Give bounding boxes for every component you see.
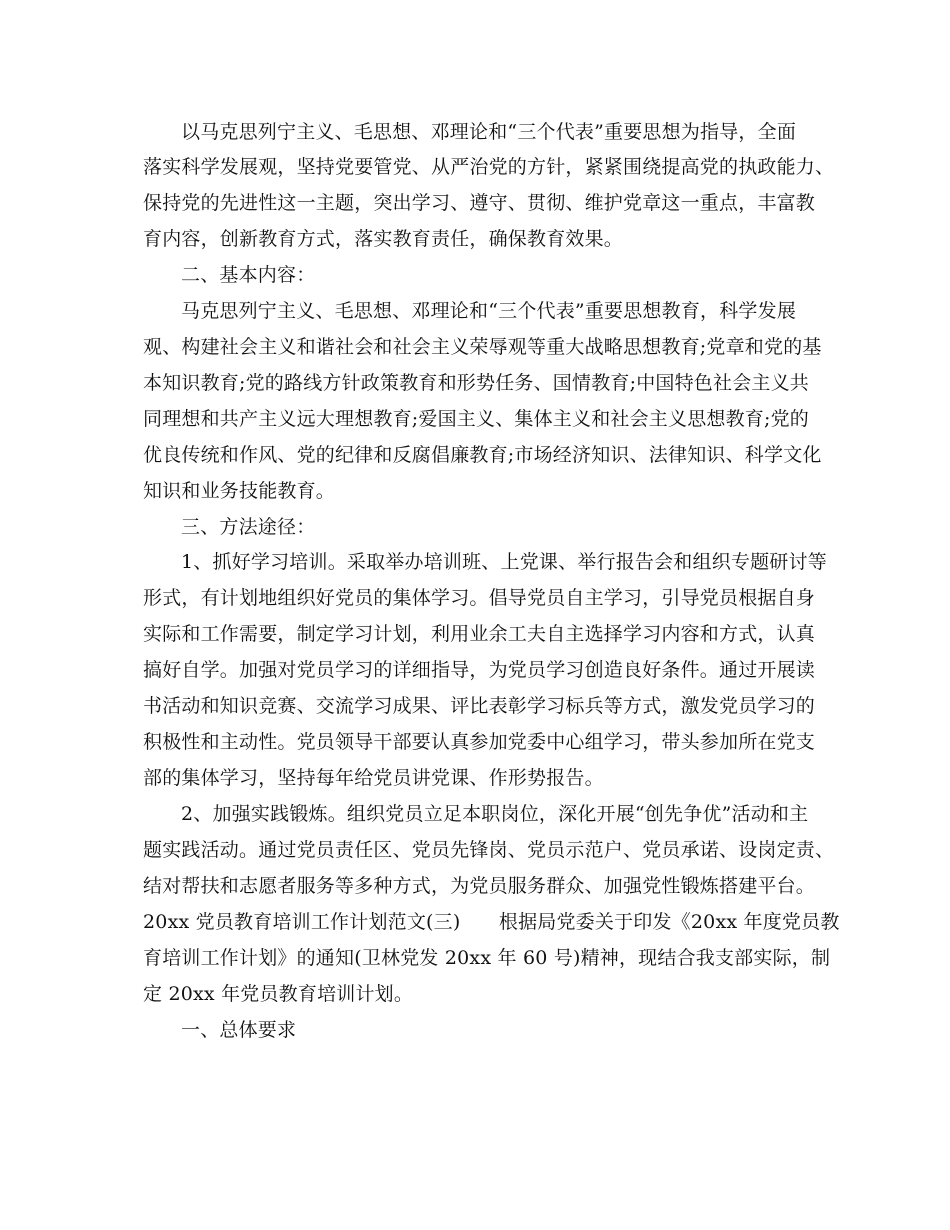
text-line: 积极性和主动性。党员领导干部要认真参加党委中心组学习，带头参加所在党支 — [143, 731, 816, 753]
text-line: 书活动和知识竞赛、交流学习成果、评比表彰学习标兵等方式，激发党员学习的 — [143, 695, 816, 717]
text-line: 20xx 党员教育培训工作计划范文(三) 根据局党委关于印发《20xx 年度党员教 — [143, 911, 840, 933]
text-line: 保持党的先进性这一主题，突出学习、遵守、贯彻、维护党章这一重点，丰富教 — [143, 192, 816, 214]
text-line: 育内容，创新教育方式，落实教育责任，确保教育效果。 — [143, 228, 624, 250]
text-line: 定 20xx 年党员教育培训计划。 — [143, 983, 414, 1005]
text-line: 实际和工作需要，制定学习计划，利用业余工夫自主选择学习内容和方式，认真 — [143, 623, 816, 645]
section-heading: 二、基本内容： — [181, 264, 316, 286]
text-line: 马克思列宁主义、毛思想、邓理论和“三个代表”重要思想教育，科学发展 — [181, 300, 797, 322]
text-line: 知识和业务技能教育。 — [143, 480, 336, 502]
text-line: 以马克思列宁主义、毛思想、邓理论和“三个代表”重要思想为指导，全面 — [181, 121, 797, 143]
text-line: 观、构建社会主义和谐社会和社会主义荣辱观等重大战略思想教育;党章和党的基 — [143, 336, 822, 358]
text-line: 本知识教育;党的路线方针政策教育和形势任务、国情教育;中国特色社会主义共 — [143, 372, 810, 394]
text-line: 落实科学发展观，坚持党要管党、从严治党的方针，紧紧围绕提高党的执政能力、 — [143, 156, 835, 178]
section-heading: 三、方法途径： — [181, 516, 316, 538]
text-line: 题实践活动。通过党员责任区、党员先锋岗、党员示范户、党员承诺、设岗定责、 — [143, 839, 835, 861]
text-line: 2、加强实践锻炼。组织党员立足本职岗位，深化开展“创先争优”活动和主 — [181, 803, 809, 825]
text-line: 同理想和共产主义远大理想教育;爱国主义、集体主义和社会主义思想教育;党的 — [143, 408, 810, 430]
text-line: 结对帮扶和志愿者服务等多种方式，为党员服务群众、加强党性锻炼搭建平台。 — [143, 875, 816, 897]
text-line: 优良传统和作风、党的纪律和反腐倡廉教育;市场经济知识、法律知识、科学文化 — [143, 444, 822, 466]
text-line: 育培训工作计划》的通知(卫林党发 20xx 年 60 号)精神，现结合我支部实际，制 — [143, 947, 831, 969]
text-line: 1、抓好学习培训。采取举办培训班、上党课、举行报告会和组织专题研讨等 — [181, 551, 827, 573]
text-line: 部的集体学习，坚持每年给党员讲党课、作形势报告。 — [143, 767, 604, 789]
section-heading: 一、总体要求 — [181, 1019, 297, 1041]
text-line: 形式，有计划地组织好党员的集体学习。倡导党员自主学习，引导党员根据自身 — [143, 587, 816, 609]
text-line: 搞好自学。加强对党员学习的详细指导，为党员学习创造良好条件。通过开展读 — [143, 659, 816, 681]
